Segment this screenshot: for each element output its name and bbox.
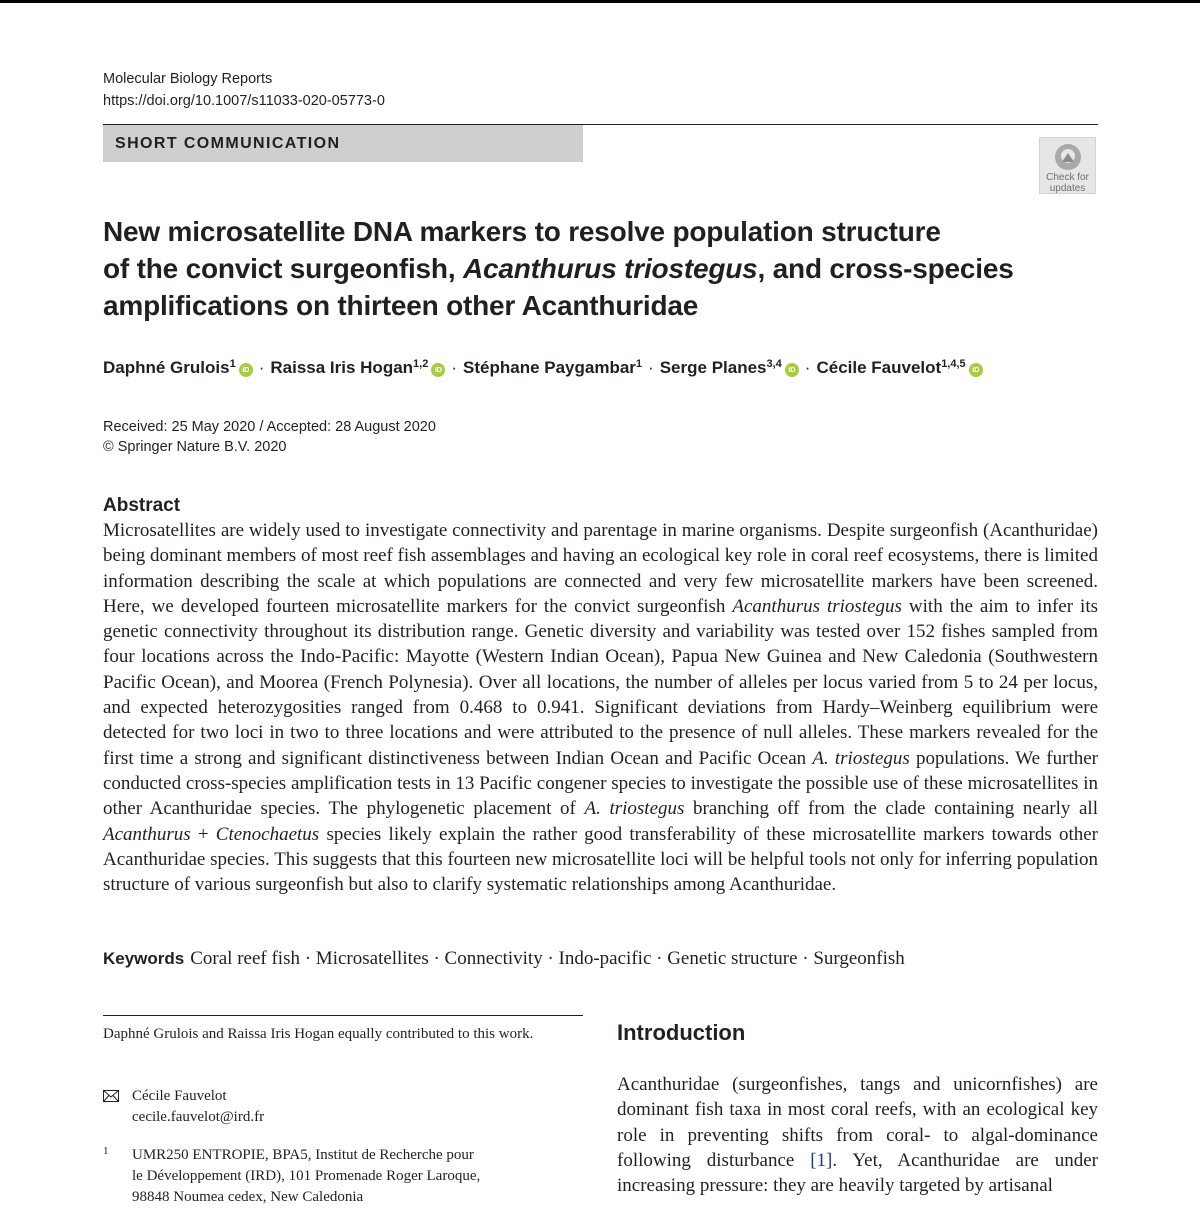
- author-name[interactable]: Serge Planes: [659, 358, 767, 377]
- affiliation-line: 98848 Noumea cedex, New Caledonia: [132, 1189, 364, 1205]
- introduction-body: Acanthuridae (surgeonfishes, tangs and unicornfishes) are dominant fish taxa in most coral reefs, with an ecological key role in preventing shifts from coral- to algal-dominance following disturbance [1]. Yet, Acanthuridae are under increasing pressure: they are heavily targeted by artisanal: [617, 1074, 1098, 1197]
- title-line-3: amplifications on thirteen other Acanthuridae: [103, 290, 699, 321]
- author-affiliation: 1: [635, 358, 643, 370]
- author-name[interactable]: Raissa Iris Hogan: [270, 358, 414, 377]
- author-name[interactable]: Cécile Fauvelot: [816, 358, 942, 377]
- species-name: A. triostegus: [584, 798, 685, 820]
- journal-header: [103, 68, 385, 112]
- author-affiliation: 3,4: [766, 358, 782, 370]
- species-name: Acanthurus triostegus: [732, 595, 902, 617]
- introduction-heading: Introduction: [617, 1020, 746, 1045]
- genus-name: Acanthurus: [103, 823, 191, 845]
- keywords-label: Keywords: [103, 949, 185, 968]
- author-separator: ·: [258, 358, 265, 377]
- orcid-icon[interactable]: iD: [431, 363, 445, 377]
- orcid-icon[interactable]: iD: [239, 363, 253, 377]
- check-for-updates-badge[interactable]: [1039, 137, 1096, 194]
- corresponding-name: Cécile Fauvelot: [132, 1088, 227, 1104]
- title-line-2: of the convict surgeonfish, Acanthurus triostegus, and cross-species: [103, 253, 1014, 284]
- author-affiliation: 1: [229, 358, 236, 370]
- corresponding-author: [103, 1086, 264, 1128]
- author-name[interactable]: Daphné Grulois: [103, 358, 230, 377]
- footnote-rule: [103, 1015, 583, 1016]
- affiliation-number: 1: [103, 1145, 109, 1157]
- affiliation-1: [103, 1145, 583, 1208]
- title-line-1: New microsatellite DNA markers to resolve population structure: [103, 216, 941, 247]
- author-separator: ·: [648, 358, 654, 377]
- copyright: © Springer Nature B.V. 2020: [103, 439, 287, 455]
- check-updates-icon: [1053, 142, 1083, 172]
- orcid-icon[interactable]: iD: [969, 363, 983, 377]
- citation-link[interactable]: [1]: [810, 1149, 833, 1171]
- article-title: [103, 213, 1103, 324]
- abstract-heading: Abstract: [103, 495, 181, 516]
- orcid-icon[interactable]: iD: [785, 363, 799, 377]
- title-species: Acanthurus triostegus: [463, 253, 758, 284]
- top-border: [0, 0, 1200, 3]
- author-affiliation: 1,2: [413, 358, 429, 370]
- author-name[interactable]: Stéphane Paygambar: [463, 358, 636, 377]
- article-category: SHORT COMMUNICATION: [103, 125, 583, 162]
- contribution-note: Daphné Grulois and Raissa Iris Hogan equally contributed to this work.: [103, 1026, 534, 1042]
- keywords: [103, 946, 905, 971]
- envelope-icon: [103, 1090, 119, 1102]
- affiliation-line: le Développement (IRD), 101 Promenade Roger Laroque,: [132, 1168, 481, 1184]
- doi-link[interactable]: https://doi.org/10.1007/s11033-020-05773-0: [103, 93, 385, 109]
- badge-line-1: Check for: [1046, 172, 1089, 183]
- author-affiliation: 1,4,5: [941, 358, 966, 370]
- affiliation-line: UMR250 ENTROPIE, BPA5, Institut de Recherche pour: [132, 1147, 474, 1163]
- author-separator: ·: [451, 358, 458, 377]
- received-accepted: Received: 25 May 2020 / Accepted: 28 August 2020: [103, 419, 436, 435]
- keywords-text: Coral reef fish · Microsatellites · Connectivity · Indo-pacific · Genetic structure · Surgeonfish: [190, 948, 905, 969]
- journal-name: Molecular Biology Reports: [103, 71, 273, 87]
- abstract-body: Microsatellites are widely used to investigate connectivity and parentage in marine organisms. Despite surgeonfish (Acanthuridae) being dominant members of most reef fish assemblages and having an ecological key role in coral reef ecosystems, there is limited information describing the scale at which populations are connected and very few microsatellite markers have been screened. Here, we developed fourteen microsatellite markers for the convict surgeonfish Acanthurus triostegus with the aim to infer its genetic connectivity throughout its distribution range. Genetic diversity and variability was tested over 152 fishes sampled from four locations across the Indo-Pacific: Mayotte (Western Indian Ocean), Papua New Guinea and New Caledonia (Southwestern Pacific Ocean), and Moorea (French Polynesia). Over all locations, the number of alleles per locus varied from 5 to 24 per locus, and expected heterozygosities ranged from 0.468 to 0.941. Significant deviations from Hardy–Weinberg equilibrium were detected for two loci in two to three locations and were attributed to the presence of null alleles. These markers revealed for the first time a strong and significant distinctiveness between Indian Ocean and Pacific Ocean A. triostegus populations. We further conducted cross-species amplification tests in 13 Pacific congener species to investigate the possible use of these microsatellites in other Acanthuridae species. The phylogenetic placement of A. triostegus branching off from the clade containing nearly all Acanthurus + Ctenochaetus species likely explain the rather good transferability of these microsatellite markers towards other Acanthuridae species. This suggests that this fourteen new microsatellite loci will be helpful tools not only for inferring population structure of various surgeonfish but also to clarify systematic relationships among Acanthuridae.: [103, 520, 1098, 896]
- corresponding-email[interactable]: cecile.fauvelot@ird.fr: [132, 1109, 265, 1125]
- author-separator: ·: [804, 358, 811, 377]
- badge-line-2: updates: [1049, 183, 1086, 194]
- author-list: [103, 355, 1103, 381]
- genus-name: Ctenochaetus: [215, 823, 320, 845]
- species-name: A. triostegus: [812, 747, 910, 769]
- article-dates: [103, 417, 436, 457]
